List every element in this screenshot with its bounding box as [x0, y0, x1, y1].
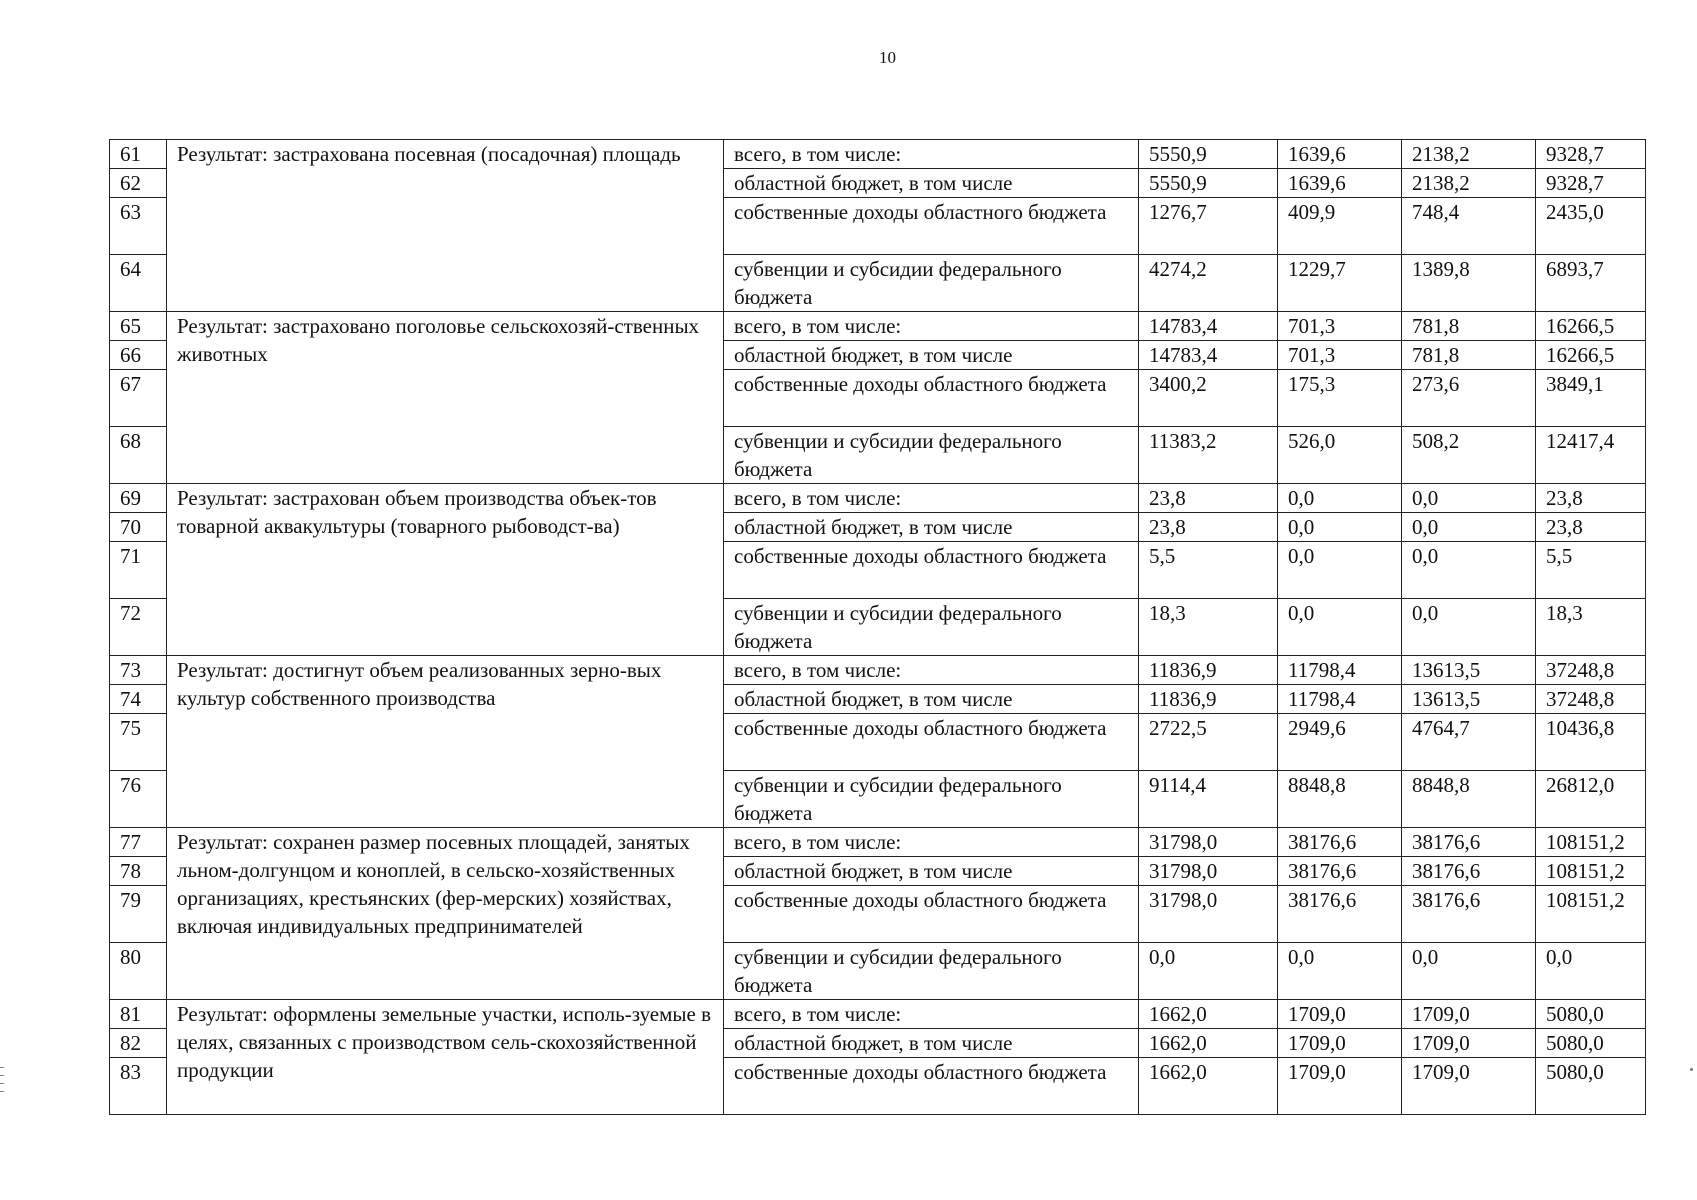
value-year-2: 1709,0 — [1278, 1058, 1402, 1115]
value-year-2: 526,0 — [1278, 427, 1402, 484]
value-year-2: 11798,4 — [1278, 685, 1402, 714]
value-year-3: 748,4 — [1402, 198, 1536, 255]
value-year-2: 175,3 — [1278, 370, 1402, 427]
row-number: 71 — [110, 542, 167, 599]
row-number: 81 — [110, 1000, 167, 1029]
value-total: 108151,2 — [1536, 857, 1646, 886]
value-year-2: 0,0 — [1278, 599, 1402, 656]
value-year-1: 31798,0 — [1139, 828, 1278, 857]
value-total: 9328,7 — [1536, 169, 1646, 198]
funding-source: собственные доходы областного бюджета — [724, 886, 1139, 943]
scan-edge-mark — [0, 1067, 4, 1068]
value-total: 10436,8 — [1536, 714, 1646, 771]
row-number: 67 — [110, 370, 167, 427]
funding-source: областной бюджет, в том числе — [724, 169, 1139, 198]
value-year-1: 31798,0 — [1139, 857, 1278, 886]
value-year-1: 14783,4 — [1139, 312, 1278, 341]
value-total: 23,8 — [1536, 513, 1646, 542]
row-number: 76 — [110, 771, 167, 828]
scan-dot — [1690, 1068, 1693, 1071]
value-year-3: 1709,0 — [1402, 1000, 1536, 1029]
row-number: 74 — [110, 685, 167, 714]
funding-source: субвенции и субсидии федерального бюджета — [724, 599, 1139, 656]
value-total: 26812,0 — [1536, 771, 1646, 828]
row-number: 63 — [110, 198, 167, 255]
funding-source: собственные доходы областного бюджета — [724, 370, 1139, 427]
funding-source: всего, в том числе: — [724, 140, 1139, 169]
funding-source: субвенции и субсидии федерального бюджета — [724, 427, 1139, 484]
funding-source: всего, в том числе: — [724, 484, 1139, 513]
budget-table-body — [110, 140, 1646, 1115]
row-number: 82 — [110, 1029, 167, 1058]
value-year-2: 1639,6 — [1278, 140, 1402, 169]
funding-source: субвенции и субсидии федерального бюджета — [724, 943, 1139, 1000]
scan-edge-mark — [0, 1075, 4, 1076]
value-year-2: 701,3 — [1278, 312, 1402, 341]
value-total: 37248,8 — [1536, 685, 1646, 714]
value-year-3: 38176,6 — [1402, 828, 1536, 857]
funding-source: областной бюджет, в том числе — [724, 513, 1139, 542]
value-year-3: 0,0 — [1402, 484, 1536, 513]
scan-edge-mark — [0, 1091, 4, 1092]
value-year-3: 2138,2 — [1402, 140, 1536, 169]
row-number: 83 — [110, 1058, 167, 1115]
value-year-2: 1639,6 — [1278, 169, 1402, 198]
value-year-3: 1709,0 — [1402, 1029, 1536, 1058]
value-year-3: 13613,5 — [1402, 656, 1536, 685]
funding-source: всего, в том числе: — [724, 312, 1139, 341]
row-number: 61 — [110, 140, 167, 169]
value-total: 9328,7 — [1536, 140, 1646, 169]
value-year-2: 1709,0 — [1278, 1000, 1402, 1029]
row-number: 62 — [110, 169, 167, 198]
value-total: 23,8 — [1536, 484, 1646, 513]
value-year-3: 2138,2 — [1402, 169, 1536, 198]
row-number: 66 — [110, 341, 167, 370]
value-year-3: 0,0 — [1402, 599, 1536, 656]
funding-source: всего, в том числе: — [724, 1000, 1139, 1029]
value-year-3: 273,6 — [1402, 370, 1536, 427]
funding-source: областной бюджет, в том числе — [724, 857, 1139, 886]
value-total: 12417,4 — [1536, 427, 1646, 484]
result-description: Результат: застрахован объем производства объек-тов товарной аквакультуры (товарного рыбоводст-ва) — [167, 484, 724, 656]
value-year-1: 4274,2 — [1139, 255, 1278, 312]
value-year-3: 8848,8 — [1402, 771, 1536, 828]
value-year-3: 508,2 — [1402, 427, 1536, 484]
table-row — [110, 140, 1646, 169]
value-year-2: 8848,8 — [1278, 771, 1402, 828]
row-number: 64 — [110, 255, 167, 312]
value-year-3: 0,0 — [1402, 513, 1536, 542]
value-year-2: 2949,6 — [1278, 714, 1402, 771]
value-year-1: 1662,0 — [1139, 1058, 1278, 1115]
value-year-2: 701,3 — [1278, 341, 1402, 370]
row-number: 68 — [110, 427, 167, 484]
funding-source: областной бюджет, в том числе — [724, 1029, 1139, 1058]
value-year-3: 38176,6 — [1402, 886, 1536, 943]
value-year-2: 0,0 — [1278, 943, 1402, 1000]
value-year-1: 1276,7 — [1139, 198, 1278, 255]
value-total: 5080,0 — [1536, 1058, 1646, 1115]
result-description: Результат: достигнут объем реализованных зерно-вых культур собственного производства — [167, 656, 724, 828]
value-year-3: 4764,7 — [1402, 714, 1536, 771]
value-year-1: 5550,9 — [1139, 140, 1278, 169]
funding-source: всего, в том числе: — [724, 828, 1139, 857]
value-year-3: 0,0 — [1402, 542, 1536, 599]
value-year-2: 38176,6 — [1278, 886, 1402, 943]
funding-source: собственные доходы областного бюджета — [724, 198, 1139, 255]
row-number: 65 — [110, 312, 167, 341]
result-description: Результат: оформлены земельные участки, исполь-зуемые в целях, связанных с производством сель-скохозяйственной продукции — [167, 1000, 724, 1115]
value-total: 6893,7 — [1536, 255, 1646, 312]
table-row — [110, 828, 1646, 857]
value-year-2: 0,0 — [1278, 484, 1402, 513]
budget-table — [109, 139, 1646, 1115]
value-year-1: 18,3 — [1139, 599, 1278, 656]
row-number: 75 — [110, 714, 167, 771]
value-year-1: 5550,9 — [1139, 169, 1278, 198]
value-year-2: 0,0 — [1278, 513, 1402, 542]
table-row — [110, 312, 1646, 341]
value-year-2: 38176,6 — [1278, 857, 1402, 886]
funding-source: субвенции и субсидии федерального бюджета — [724, 771, 1139, 828]
value-total: 18,3 — [1536, 599, 1646, 656]
table-row — [110, 484, 1646, 513]
funding-source: собственные доходы областного бюджета — [724, 542, 1139, 599]
value-year-1: 9114,4 — [1139, 771, 1278, 828]
row-number: 72 — [110, 599, 167, 656]
value-total: 5,5 — [1536, 542, 1646, 599]
result-description: Результат: застрахована посевная (посадочная) площадь — [167, 140, 724, 312]
funding-source: областной бюджет, в том числе — [724, 685, 1139, 714]
value-year-3: 0,0 — [1402, 943, 1536, 1000]
value-year-3: 1709,0 — [1402, 1058, 1536, 1115]
page-number: 10 — [879, 48, 896, 67]
scan-edge-mark — [0, 1083, 4, 1084]
value-total: 37248,8 — [1536, 656, 1646, 685]
value-total: 16266,5 — [1536, 312, 1646, 341]
value-year-2: 409,9 — [1278, 198, 1402, 255]
funding-source: субвенции и субсидии федерального бюджета — [724, 255, 1139, 312]
value-total: 0,0 — [1536, 943, 1646, 1000]
row-number: 80 — [110, 943, 167, 1000]
result-description: Результат: сохранен размер посевных площадей, занятых льном-долгунцом и коноплей, в сельско-хозяйственных организациях, крестьянских (фер-мерских) хозяйствах, включая индивидуальных предпринимателей — [167, 828, 724, 1000]
value-year-1: 23,8 — [1139, 513, 1278, 542]
value-total: 108151,2 — [1536, 886, 1646, 943]
value-year-1: 31798,0 — [1139, 886, 1278, 943]
value-total: 5080,0 — [1536, 1000, 1646, 1029]
table-row — [110, 656, 1646, 685]
value-year-3: 38176,6 — [1402, 857, 1536, 886]
value-year-2: 1229,7 — [1278, 255, 1402, 312]
value-year-1: 3400,2 — [1139, 370, 1278, 427]
funding-source: областной бюджет, в том числе — [724, 341, 1139, 370]
value-year-1: 23,8 — [1139, 484, 1278, 513]
row-number: 70 — [110, 513, 167, 542]
row-number: 79 — [110, 886, 167, 943]
row-number: 77 — [110, 828, 167, 857]
value-total: 3849,1 — [1536, 370, 1646, 427]
value-year-1: 11836,9 — [1139, 685, 1278, 714]
value-year-1: 11836,9 — [1139, 656, 1278, 685]
value-total: 16266,5 — [1536, 341, 1646, 370]
value-year-3: 781,8 — [1402, 312, 1536, 341]
value-year-1: 11383,2 — [1139, 427, 1278, 484]
funding-source: всего, в том числе: — [724, 656, 1139, 685]
table-row — [110, 1000, 1646, 1029]
value-year-1: 14783,4 — [1139, 341, 1278, 370]
row-number: 78 — [110, 857, 167, 886]
value-year-1: 1662,0 — [1139, 1000, 1278, 1029]
value-year-2: 1709,0 — [1278, 1029, 1402, 1058]
value-year-2: 0,0 — [1278, 542, 1402, 599]
value-year-1: 2722,5 — [1139, 714, 1278, 771]
funding-source: собственные доходы областного бюджета — [724, 1058, 1139, 1115]
row-number: 69 — [110, 484, 167, 513]
value-year-2: 11798,4 — [1278, 656, 1402, 685]
value-total: 5080,0 — [1536, 1029, 1646, 1058]
funding-source: собственные доходы областного бюджета — [724, 714, 1139, 771]
value-year-1: 0,0 — [1139, 943, 1278, 1000]
value-year-2: 38176,6 — [1278, 828, 1402, 857]
value-year-3: 13613,5 — [1402, 685, 1536, 714]
result-description: Результат: застраховано поголовье сельскохозяй-ственных животных — [167, 312, 724, 484]
value-total: 2435,0 — [1536, 198, 1646, 255]
value-year-1: 5,5 — [1139, 542, 1278, 599]
value-year-3: 1389,8 — [1402, 255, 1536, 312]
value-total: 108151,2 — [1536, 828, 1646, 857]
row-number: 73 — [110, 656, 167, 685]
value-year-3: 781,8 — [1402, 341, 1536, 370]
value-year-1: 1662,0 — [1139, 1029, 1278, 1058]
